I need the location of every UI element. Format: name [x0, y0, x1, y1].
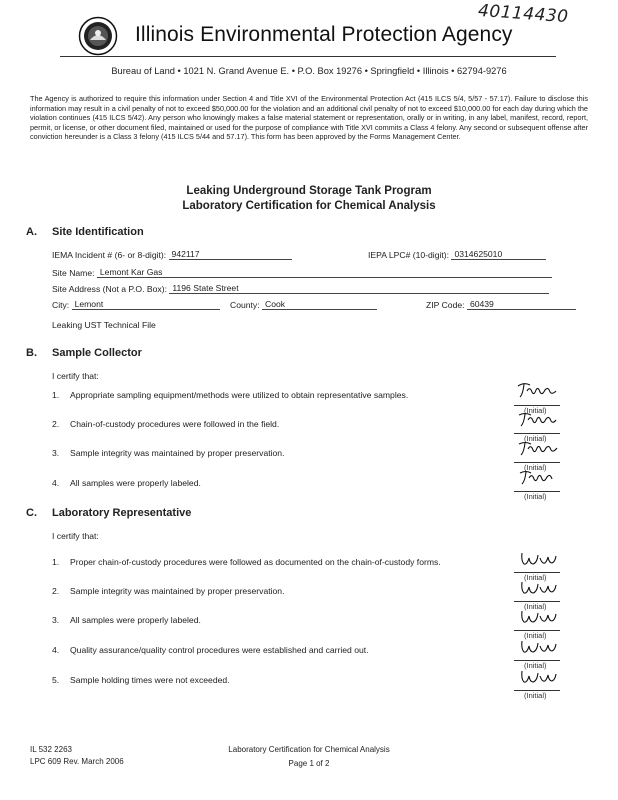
agency-address: Bureau of Land • 1021 N. Grand Avenue E. • P.O. Box 19276 • Springfield • Illinois • 62794-9276: [111, 66, 507, 76]
section-c-heading: [26, 507, 191, 519]
handwritten-initial-icon: [514, 667, 560, 685]
handwritten-initial-icon: [514, 549, 560, 567]
site-name-label: Site Name:: [52, 268, 95, 278]
section-b-heading: [26, 347, 142, 359]
section-a-heading: [26, 226, 144, 238]
section-a-title: Site Identification: [52, 226, 144, 238]
site-address-row: [52, 283, 549, 294]
iema-incident-row: [52, 249, 292, 260]
section-b-letter: B.: [26, 347, 37, 359]
site-name-row: [52, 267, 552, 278]
collector-item-1: 1. Appropriate sampling equipment/methods were utilized to obtain representative samples.: [52, 390, 409, 400]
initial-label: (Initial): [524, 492, 547, 501]
form-title-line1: Leaking Underground Storage Tank Program: [186, 185, 432, 197]
site-name-field[interactable]: Lemont Kar Gas: [97, 267, 552, 278]
handwritten-initial-icon: [514, 607, 560, 625]
initial-label: (Initial): [524, 602, 547, 611]
section-c-title: Laboratory Representative: [52, 507, 192, 519]
footer-doc-title: Laboratory Certification for Chemical Analysis: [228, 745, 390, 754]
header-rule: [60, 56, 556, 57]
zip-row: [426, 299, 576, 310]
form-title-line2: Laboratory Certification for Chemical Analysis: [182, 200, 436, 212]
zip-label: ZIP Code:: [426, 300, 465, 310]
lab-item-4: 4. Quality assurance/quality control procedures were established and carried out.: [52, 645, 369, 655]
section-a-letter: A.: [26, 226, 37, 238]
lab-item-5: 5. Sample holding times were not exceeded.: [52, 675, 230, 685]
iepa-lpc-label: IEPA LPC# (10-digit):: [368, 250, 450, 260]
city-label: City:: [52, 300, 70, 310]
county-field[interactable]: Cook: [262, 299, 377, 310]
lab-item-3: 3. All samples were properly labeled.: [52, 615, 201, 625]
lab-item-1: 1. Proper chain-of-custody procedures were followed as documented on the chain-of-custody forms.: [52, 557, 441, 567]
lab-item-2: 2. Sample integrity was maintained by proper preservation.: [52, 586, 285, 596]
county-label: County:: [230, 300, 260, 310]
handwritten-initial-icon: [514, 637, 560, 655]
initial-label: (Initial): [524, 661, 547, 670]
iema-incident-field[interactable]: 942117: [169, 249, 292, 260]
city-field[interactable]: Lemont: [72, 299, 220, 310]
initial-label: (Initial): [524, 573, 547, 582]
initial-label: (Initial): [524, 406, 547, 415]
form-id: IL 532 2263: [30, 745, 72, 754]
section-b-title: Sample Collector: [52, 347, 142, 359]
city-row: [52, 299, 220, 310]
iepa-lpc-field[interactable]: 0314625010: [451, 249, 546, 260]
initial-label: (Initial): [524, 463, 547, 472]
legal-notice: The Agency is authorized to require this information under Section 4 and Title XVI of the Environmental Protection Act (415 ILCS 5/4, 5/57 - 57.17). Failure to disclose this information may result in a civil penalty of not to exceed $50,000.00 for the violation and an additional civil penalty of not to exceed $10,000.00 for each day during which the violation continues (415 ILCS 5/42). Any person who knowingly makes a false material statement or representation, orally or in writing, in any label, manifest, record, report, permit, or license, or other document filed, maintained or used for the purpose of compliance with Title XVI commits a Class 4 felony. Any second or subsequent offense after conviction hereunder is a Class 3 felony (415 ILCS 5/44 and 57.17). This form has been approved by the Forms Management Center.: [30, 94, 588, 142]
leaking-ust-label: Leaking UST Technical File: [52, 320, 156, 330]
handwritten-initial-icon: [514, 410, 560, 428]
form-revision: LPC 609 Rev. March 2006: [30, 757, 124, 766]
agency-name: Illinois Environmental Protection Agency: [135, 23, 513, 46]
handwritten-initial-icon: [514, 578, 560, 596]
lab-initial-3[interactable]: [514, 607, 560, 640]
initial-label: (Initial): [524, 434, 547, 443]
collector-item-4: 4. All samples were properly labeled.: [52, 478, 201, 488]
iema-incident-label: IEMA Incident # (6- or 8-digit):: [52, 250, 167, 260]
section-c-intro: I certify that:: [52, 531, 99, 541]
section-b-intro: I certify that:: [52, 371, 99, 381]
lab-initial-4[interactable]: [514, 637, 560, 670]
zip-field[interactable]: 60439: [467, 299, 576, 310]
county-row: [230, 299, 377, 310]
handwritten-initial-icon: [514, 439, 560, 457]
initial-label: (Initial): [524, 631, 547, 640]
handwritten-initial-icon: [514, 468, 560, 486]
site-address-label: Site Address (Not a P.O. Box):: [52, 284, 167, 294]
lab-initial-5[interactable]: [514, 667, 560, 700]
collector-item-3: 3. Sample integrity was maintained by proper preservation.: [52, 448, 285, 458]
section-c-letter: C.: [26, 507, 37, 519]
handwritten-document-number: 40114430: [477, 0, 570, 28]
state-seal-icon: [78, 16, 118, 56]
initial-label: (Initial): [524, 691, 547, 700]
iepa-lpc-row: [368, 249, 546, 260]
collector-item-2: 2. Chain-of-custody procedures were followed in the field.: [52, 419, 280, 429]
handwritten-initial-icon: [514, 380, 560, 400]
collector-initial-4[interactable]: [514, 468, 560, 501]
site-address-field[interactable]: 1196 State Street: [169, 283, 549, 294]
page-number: Page 1 of 2: [288, 759, 330, 768]
